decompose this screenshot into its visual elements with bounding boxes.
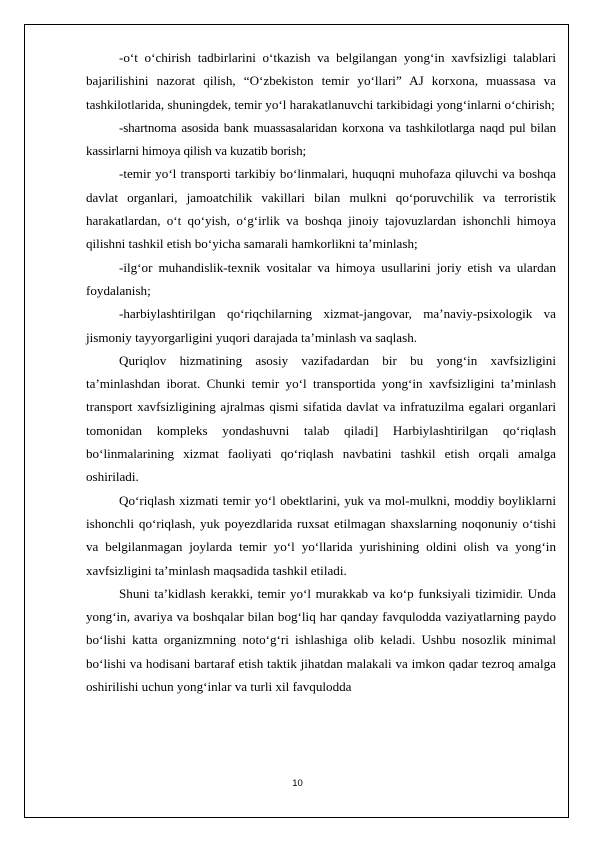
paragraph-technical-means: -ilg‘or muhandislik-texnik vositalar va himoya usullarini joriy etish va ulardan foydalanish; — [86, 259, 556, 298]
paragraph-railway-system: Shuni ta’kidlash kerakki, temir yo‘l murakkab va ko‘p funksiyali tizimidir. Unda yong‘in, avariya va boshqalar bilan bog‘liq har qanday favqulodda vaziyatlarning paydo bo‘lishi katta organizmning noto‘g‘ri ishlashiga olib keladi. Ushbu nosozlik minimal bo‘lishi va hodisani bartaraf etish taktik jihatdan malakali va imkon qadar tezroq amalga oshirilishi uchun yong‘inlar va turli xil favqulodda — [86, 585, 556, 695]
paragraph-guard-training: -harbiylashtirilgan qo‘riqchilarning xizmat-jangovar, ma’naviy-psixologik va jismoniy tayyorgarligini yuqori darajada ta’minlash va saqlash. — [86, 306, 556, 345]
document-body — [86, 46, 556, 698]
paragraph-fire-extinguishing: -o‘t o‘chirish tadbirlarini o‘tkazish va belgilangan yong‘in xavfsizligi talablari bajarilishini nazorat qilish, “O‘zbekiston temir yo‘llari” AJ korxona, muassasa va tashkilotlarida, shuningdek, temir yo‘l harakatlanuvchi tarkibidagi yong‘inlarni o‘chirish; — [86, 50, 556, 112]
paragraph-cash-escort: -shartnoma asosida bank muassasalaridan korxona va tashkilotlarga naqd pul bilan kassirlarni himoya qilish va kuzatib borish; — [86, 119, 556, 159]
paragraph-property-protection: -temir yo‘l transporti tarkibiy bo‘linmalari, huquqni muhofaza qiluvchi va boshqa davlat organlari, jamoatchilik vakillari bilan mulkni qo‘poruvchilik va terroristik harakatlardan, o‘t qo‘yish, o‘g‘irlik va boshqa jinoiy tajovuzlardan ishonchli himoya qilishni tashkil etish bo‘yicha samarali hamkorlikni ta’minlash; — [86, 166, 556, 252]
paragraph-guard-service: Qo‘riqlash xizmati temir yo‘l obektlarini, yuk va mol-mulkni, moddiy boyliklarni ishonchli qo‘riqlash, yuk poyezdlarida ruxsat etilmagan shaxslarning noqonuniy o‘tishi va belgilanmagan joylarda temir yo‘l yo‘llarida yurishining oldini olish va yong‘in xavfsizligini ta’minlash maqsadida tashkil etiladi. — [86, 492, 556, 578]
page-number: 10 — [292, 778, 303, 789]
paragraph-fire-safety-duty: Quriqlov hizmatining asosiy vazifadardan bir bu yong‘in xavfsizligini ta’minlashdan iborat. Chunki temir yo‘l transportida yong‘in xavfsizligini ta’minlash transport xavfsizligining ajralmas qismi sifatida davlat va infratuzilma egalari organlari tomonidan kompleks yondashuvni talab qiladi] Harbiylashtirilgan qo‘riqlash bo‘linmalarining xizmat faoliyati qo‘riqlash navbatini tashkil etish orqali amalga oshiriladi. — [86, 352, 556, 485]
